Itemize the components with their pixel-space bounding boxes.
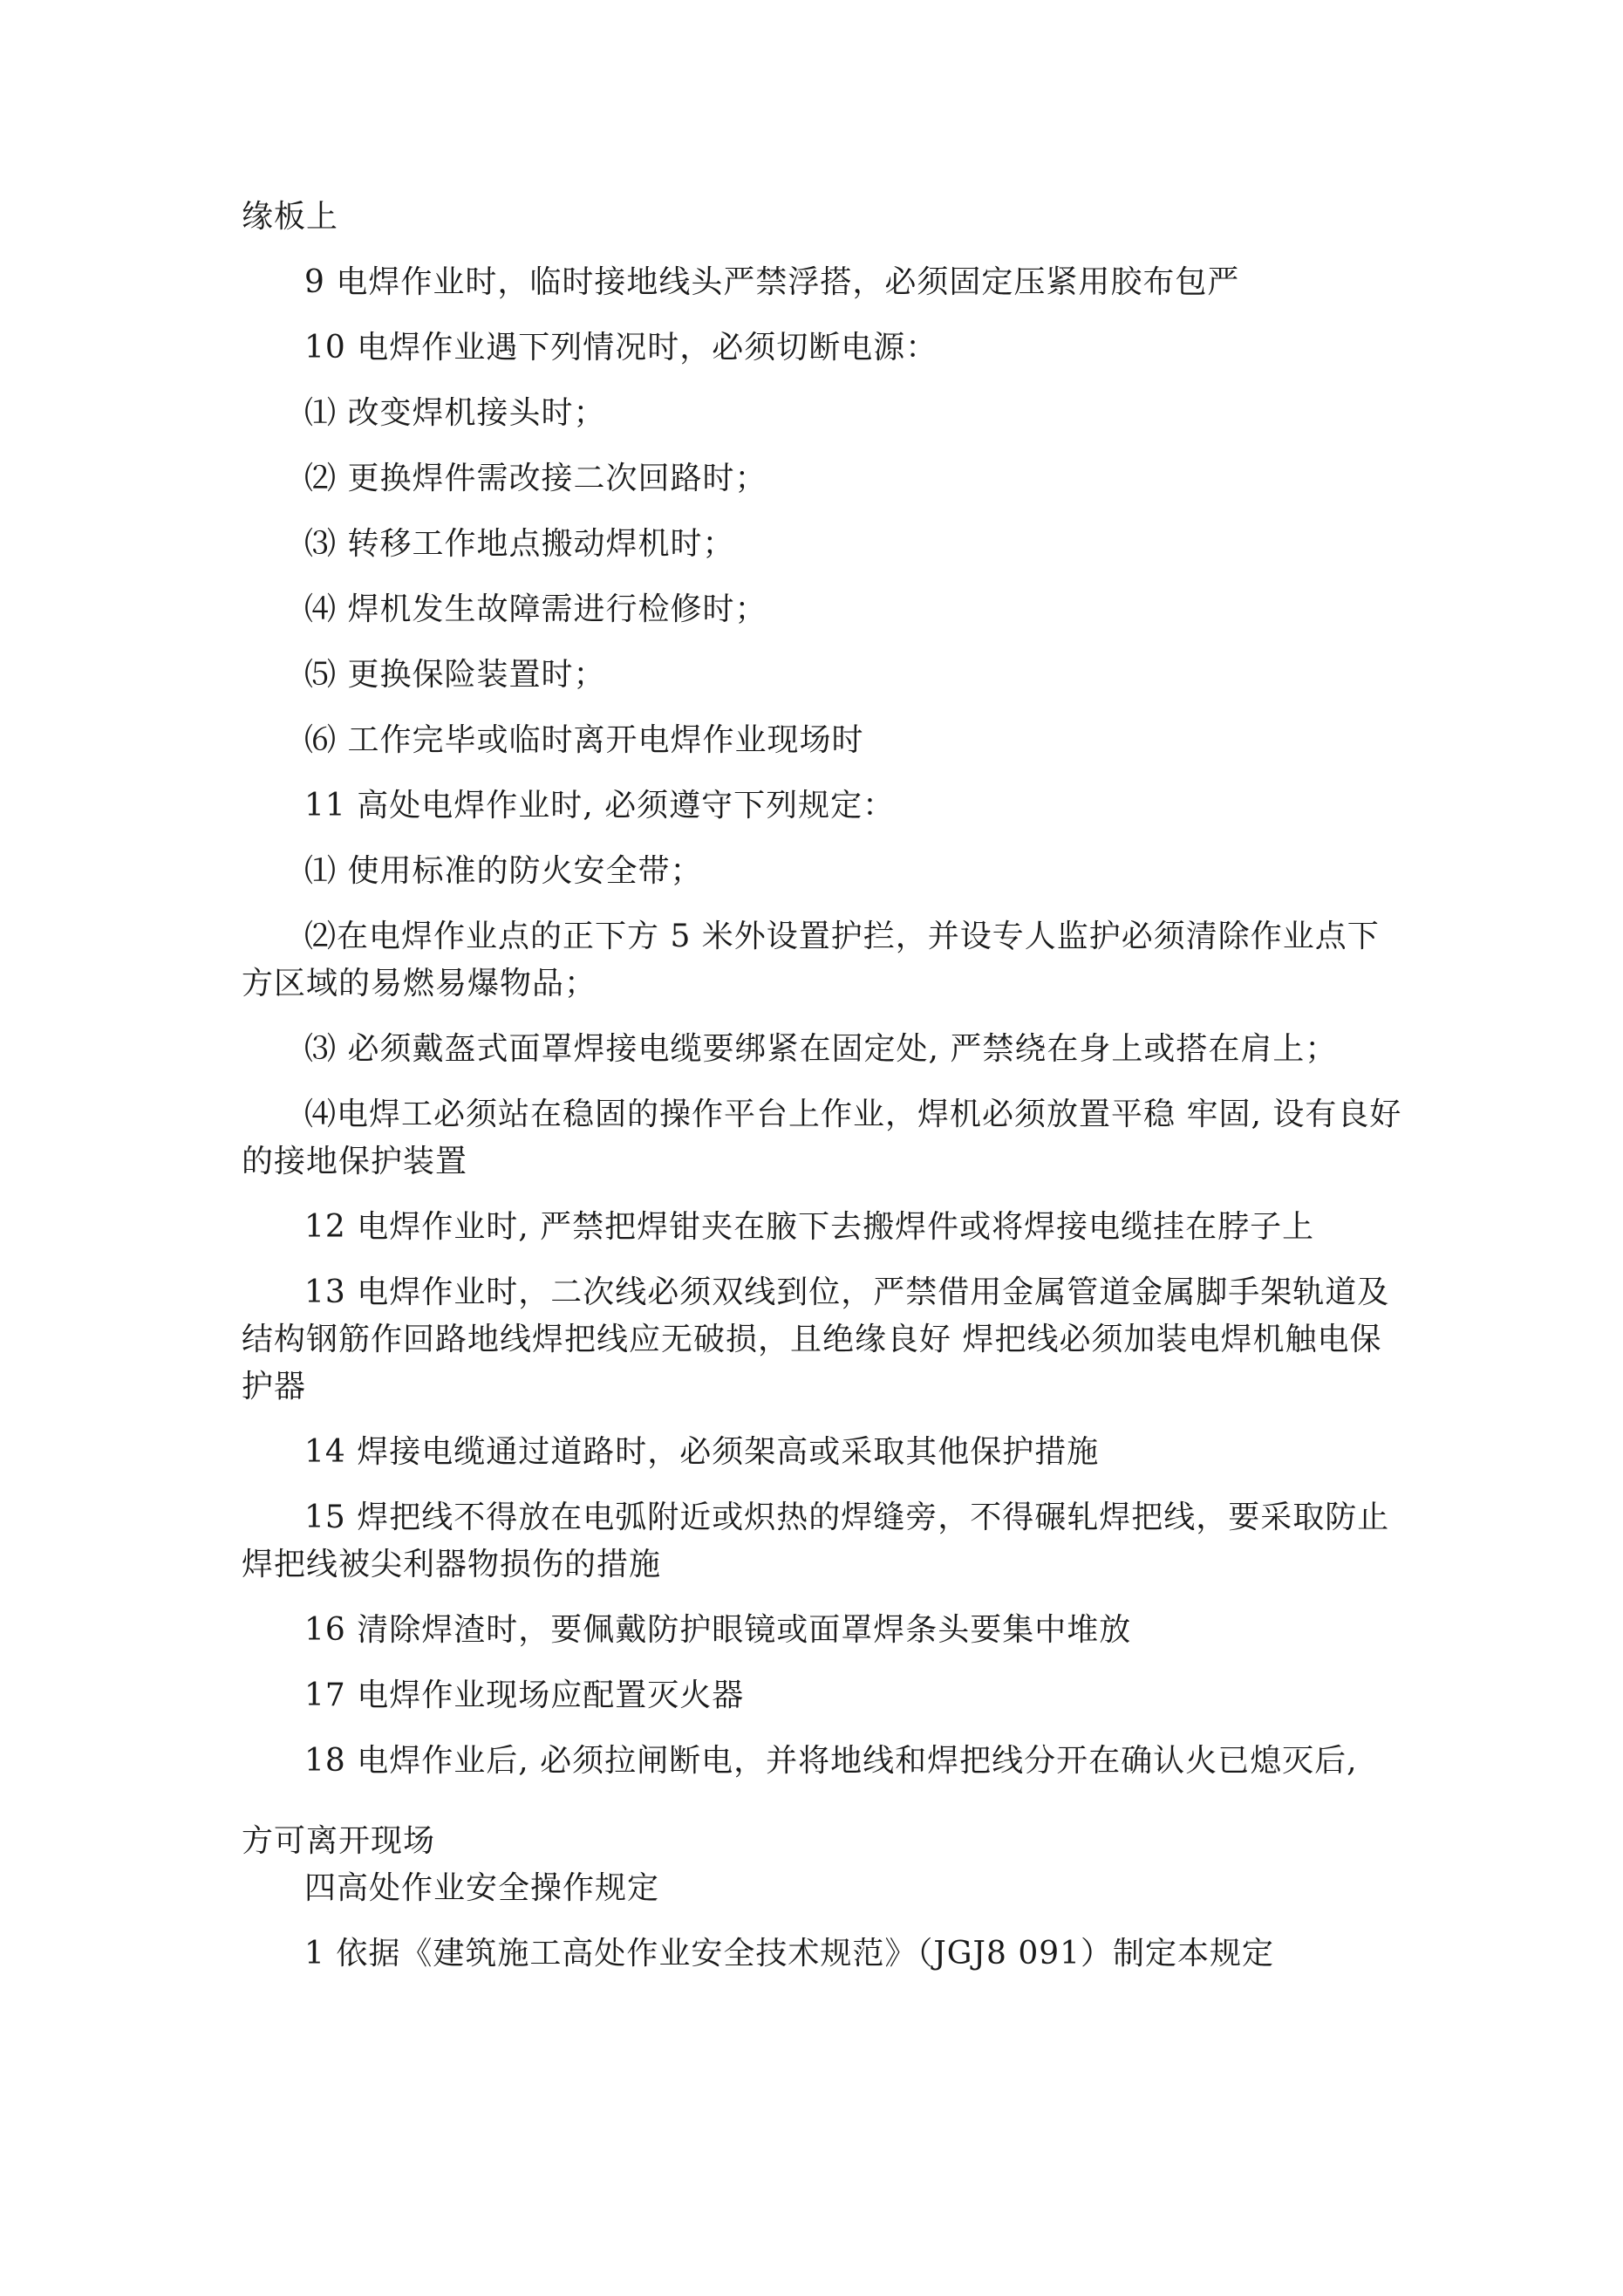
paragraph-item-13: 13 电焊作业时，二次线必须双线到位，严禁借用金属管道金属脚手架轨道及结构钢筋作回路地线焊把线应无破损，且绝缘良好 焊把线必须加装电焊机触电保护器 (242, 1274, 1390, 1404)
paragraph-item-16: 16 清除焊渣时，要佩戴防护眼镜或面罩焊条头要集中堆放 (304, 1612, 1132, 1648)
paragraph-item-18: 18 电焊作业后, 必须拉闸断电，并将地线和焊把线分开在确认火已熄灭后, (304, 1743, 1358, 1779)
paragraph-continuation: 方可离开现场 (242, 1823, 436, 1859)
paragraph-subitem: ⑹ 工作完毕或临时离开电焊作业现场时 (304, 722, 864, 758)
paragraph-item-11: 11 高处电焊作业时, 必须遵守下列规定： (304, 788, 896, 823)
paragraph-subitem: ⑶ 转移工作地点搬动焊机时； (304, 526, 735, 562)
paragraph-item-14: 14 焊接电缆通过道路时，必须架高或采取其他保护措施 (304, 1434, 1100, 1470)
paragraph-subitem: ⑸ 更换保险装置时； (304, 657, 606, 693)
paragraph-continuation: 缘板上 (242, 199, 339, 235)
paragraph-item-1: 1 依据《建筑施工高处作业安全技术规范》（JGJ8 091）制定本规定 (304, 1936, 1275, 1971)
paragraph-item-10: 10 电焊作业遇下列情况时，必须切断电源： (304, 330, 938, 366)
paragraph-subitem: ⑴ 改变焊机接头时； (304, 395, 606, 431)
paragraph-subitem: ⑷电焊工必须站在稳固的操作平台上作业，焊机必须放置平稳 牢固, 设有良好的接地保护装置 (242, 1097, 1402, 1179)
paragraph-subitem: ⑷ 焊机发生故障需进行检修时； (304, 591, 767, 627)
document-body (242, 194, 1410, 1996)
paragraph-subitem: ⑶ 必须戴盔式面罩焊接电缆要绑紧在固定处, 严禁绕在身上或搭在肩上； (304, 1031, 1338, 1067)
section-heading: 四高处作业安全操作规定 (304, 1870, 660, 1906)
paragraph-item-12: 12 电焊作业时, 严禁把焊钳夹在腋下去搬焊件或将焊接电缆挂在脖子上 (304, 1209, 1315, 1245)
paragraph-subitem: ⑵在电焊作业点的正下方 5 米外设置护拦，并设专人监护必须清除作业点下方区域的易燃易爆物品； (242, 919, 1380, 1001)
paragraph-subitem: ⑴ 使用标准的防火安全带； (304, 853, 703, 889)
paragraph-item-15: 15 焊把线不得放在电弧附近或炽热的焊缝旁，不得碾轧焊把线，要采取防止焊把线被尖利器物损伤的措施 (242, 1500, 1390, 1582)
paragraph-subitem: ⑵ 更换焊件需改接二次回路时； (304, 461, 767, 496)
paragraph-item-9: 9 电焊作业时，临时接地线头严禁浮搭，必须固定压紧用胶布包严 (304, 264, 1240, 300)
paragraph-item-17: 17 电焊作业现场应配置灭火器 (304, 1678, 745, 1713)
